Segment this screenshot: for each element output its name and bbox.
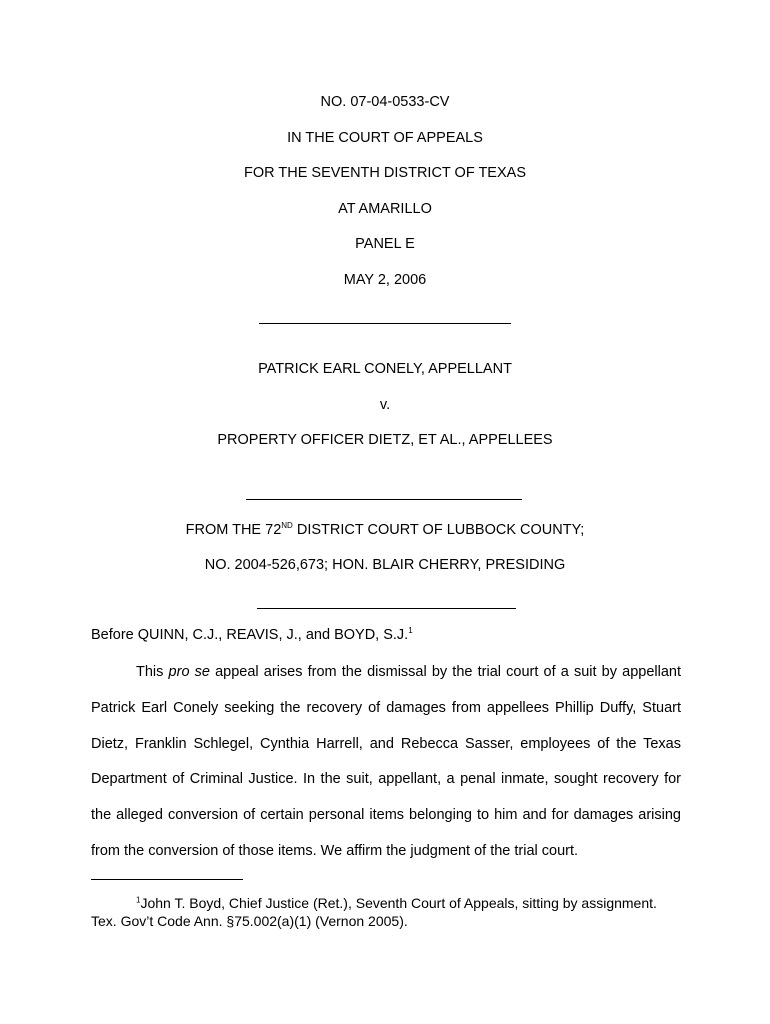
panel-justices-text: Before QUINN, C.J., REAVIS, J., and BOYD, S.J. bbox=[91, 627, 409, 643]
opinion-line-5: the alleged conversion of certain personal items belonging to him and for damages arising bbox=[91, 807, 681, 823]
opinion-line-1-suffix: appeal arises from the dismissal by the trial court of a suit by appellant bbox=[209, 664, 681, 680]
footnote-text-1: John T. Boyd, Chief Justice (Ret.), Seventh Court of Appeals, sitting by assignment. bbox=[140, 895, 657, 911]
court-location: AT AMARILLO bbox=[338, 201, 432, 217]
trial-court-suffix: DISTRICT COURT OF LUBBOCK COUNTY; bbox=[292, 522, 585, 538]
opinion-line-4: Department of Criminal Justice. In the suit, appellant, a penal inmate, sought recovery for bbox=[91, 771, 681, 787]
panel-label: PANEL E bbox=[355, 236, 415, 252]
decision-date: MAY 2, 2006 bbox=[343, 272, 427, 288]
opinion-line-3: Dietz, Franklin Schlegel, Cynthia Harrell, and Rebecca Sasser, employees of the Texas bbox=[91, 736, 681, 752]
versus-label: v. bbox=[379, 397, 391, 413]
court-name: IN THE COURT OF APPEALS bbox=[287, 130, 483, 146]
trial-court-line bbox=[0, 522, 770, 538]
pro-se-term: pro se bbox=[168, 664, 210, 680]
footnote-reference: 1 bbox=[408, 626, 413, 636]
footnote-separator bbox=[91, 879, 243, 880]
opinion-line-1-prefix: This bbox=[136, 664, 169, 680]
appellant-name: PATRICK EARL CONELY, APPELLANT bbox=[258, 361, 512, 377]
panel-justices bbox=[91, 627, 413, 643]
district-name: FOR THE SEVENTH DISTRICT OF TEXAS bbox=[244, 165, 526, 181]
opinion-line-6: from the conversion of those items. We affirm the judgment of the trial court. bbox=[91, 843, 579, 859]
footnote-line-2: Tex. Gov’t Code Ann. §75.002(a)(1) (Vernon 2005). bbox=[91, 913, 408, 929]
separator-rule-3 bbox=[257, 608, 516, 609]
opinion-line-2: Patrick Earl Conely seeking the recovery of damages from appellees Phillip Duffy, Stuart bbox=[91, 700, 681, 716]
opinion-line-1 bbox=[136, 664, 681, 680]
trial-court-prefix: FROM THE 72 bbox=[185, 522, 282, 538]
separator-rule-2 bbox=[246, 499, 522, 500]
case-number: NO. 07-04-0533-CV bbox=[320, 94, 450, 110]
footnote-line-1 bbox=[91, 895, 657, 911]
separator-rule-1 bbox=[259, 323, 511, 324]
appellees-name: PROPERTY OFFICER DIETZ, ET AL., APPELLEES bbox=[217, 432, 553, 448]
footnote-marker: 1 bbox=[136, 895, 141, 905]
ordinal-suffix: ND bbox=[281, 521, 293, 531]
trial-cause-number: NO. 2004-526,673; HON. BLAIR CHERRY, PRESIDING bbox=[204, 557, 566, 573]
